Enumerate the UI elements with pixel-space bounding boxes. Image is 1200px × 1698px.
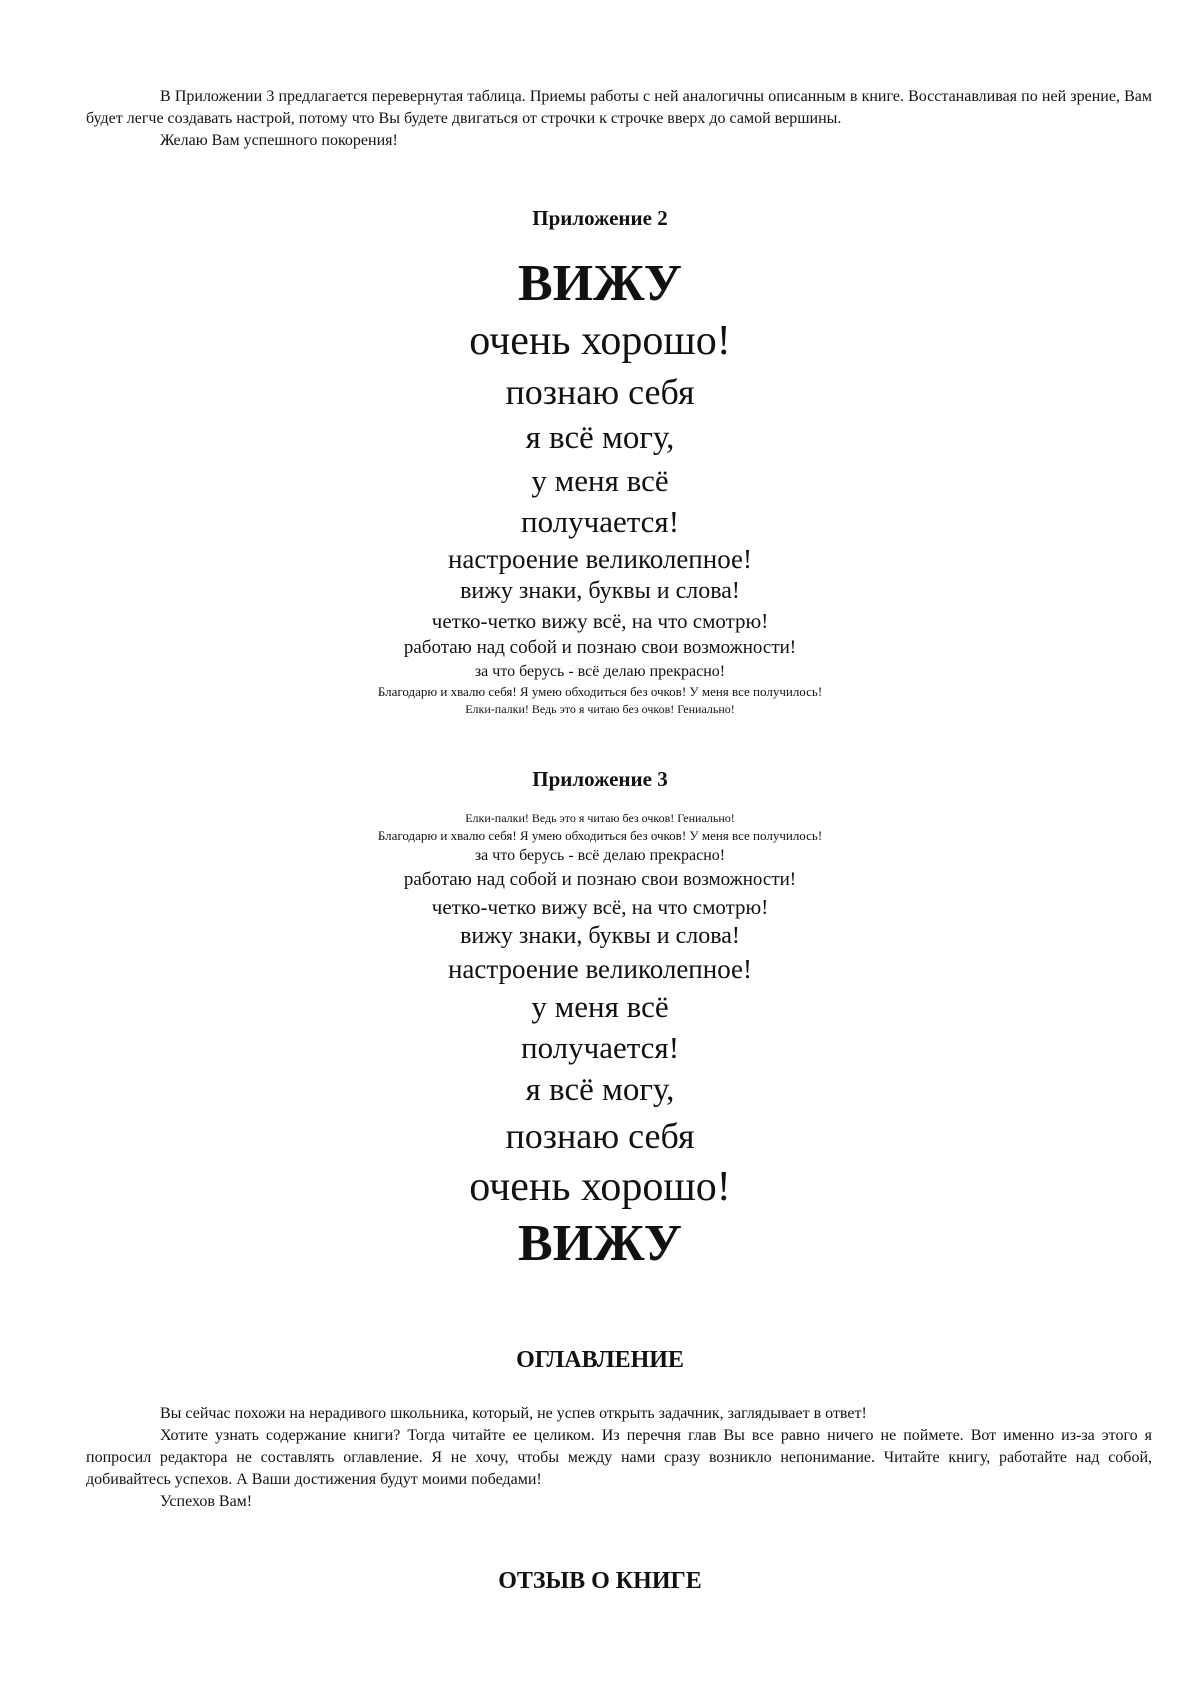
intro-paragraph-1: В Приложении 3 предлагается перевернутая таблица. Приемы работы с ней аналогичны описанным в книге. Восстанавливая по ней зрение, Вам будет легче создавать настрой, потому что Вы будете двигаться от строчки к строчке вверх до самой вершины. xyxy=(86,88,1152,127)
chart-line: работаю над собой и познаю свои возможности! xyxy=(403,869,797,890)
contents-title: ОГЛАВЛЕНИЕ xyxy=(516,1347,684,1373)
appendix-2-title: Приложение 2 xyxy=(532,206,668,230)
contents-section xyxy=(86,1403,1152,1513)
intro-section xyxy=(86,86,1152,152)
chart-line: Елки-палки! Ведь это я читаю без очков! Гениально! xyxy=(465,702,735,716)
contents-paragraph-2: Хотите узнать содержание книги? Тогда читайте ее целиком. Из перечня глав Вы все равно ничего не поймете. Вот именно из-за этого я попросил редактора не составлять оглавление. Я не хочу, чтобы между нами сразу возникло непонимание. Читайте книгу, работайте над собой, добивайтесь успехов. А Ваши достижения будут моими победами! xyxy=(86,1427,1152,1488)
chart-line: работаю над собой и познаю свои возможности! xyxy=(403,637,797,658)
appendix-2-eye-chart xyxy=(0,254,1200,718)
chart-line: вижу знаки, буквы и слова! xyxy=(460,578,740,604)
chart-line: у меня всё xyxy=(531,989,669,1024)
chart-line: за что берусь - всё делаю прекрасно! xyxy=(474,847,726,864)
chart-line: очень хорошо! xyxy=(469,318,731,364)
chart-line: четко-четко вижу всё, на что смотрю! xyxy=(431,895,769,919)
contents-paragraph-1: Вы сейчас похожи на нерадивого школьника, который, не успев открыть задачник, заглядывает в ответ! xyxy=(160,1405,867,1422)
review-title: ОТЗЫВ О КНИГЕ xyxy=(498,1568,702,1594)
chart-line: Благодарю и хвалю себя! Я умею обходиться без очков! У меня все получилось! xyxy=(377,684,823,699)
chart-line: получается! xyxy=(520,504,680,539)
intro-paragraph-2: Желаю Вам успешного покорения! xyxy=(160,132,398,149)
chart-line: за что берусь - всё делаю прекрасно! xyxy=(474,663,726,680)
appendix-3-title: Приложение 3 xyxy=(532,767,668,791)
chart-line: познаю себя xyxy=(505,372,695,412)
chart-line: Благодарю и хвалю себя! Я умею обходиться без очков! У меня все получилось! xyxy=(377,828,823,843)
chart-line: четко-четко вижу всё, на что смотрю! xyxy=(431,609,769,633)
chart-line: познаю себя xyxy=(505,1116,695,1156)
chart-line: очень хорошо! xyxy=(469,1164,731,1210)
chart-line: вижу знаки, буквы и слова! xyxy=(460,923,740,949)
chart-line: ВИЖУ xyxy=(518,255,682,312)
chart-line: я всё могу, xyxy=(525,1072,675,1108)
appendix-3-eye-chart xyxy=(0,810,1200,1274)
chart-line: ВИЖУ xyxy=(518,1215,682,1272)
chart-line: Елки-палки! Ведь это я читаю без очков! Гениально! xyxy=(465,811,735,825)
contents-paragraph-3: Успехов Вам! xyxy=(160,1493,253,1510)
chart-line: я всё могу, xyxy=(525,420,675,456)
chart-line: настроение великолепное! xyxy=(447,544,753,574)
chart-line: у меня всё xyxy=(531,463,669,498)
chart-line: настроение великолепное! xyxy=(447,954,753,984)
chart-line: получается! xyxy=(520,1030,680,1065)
